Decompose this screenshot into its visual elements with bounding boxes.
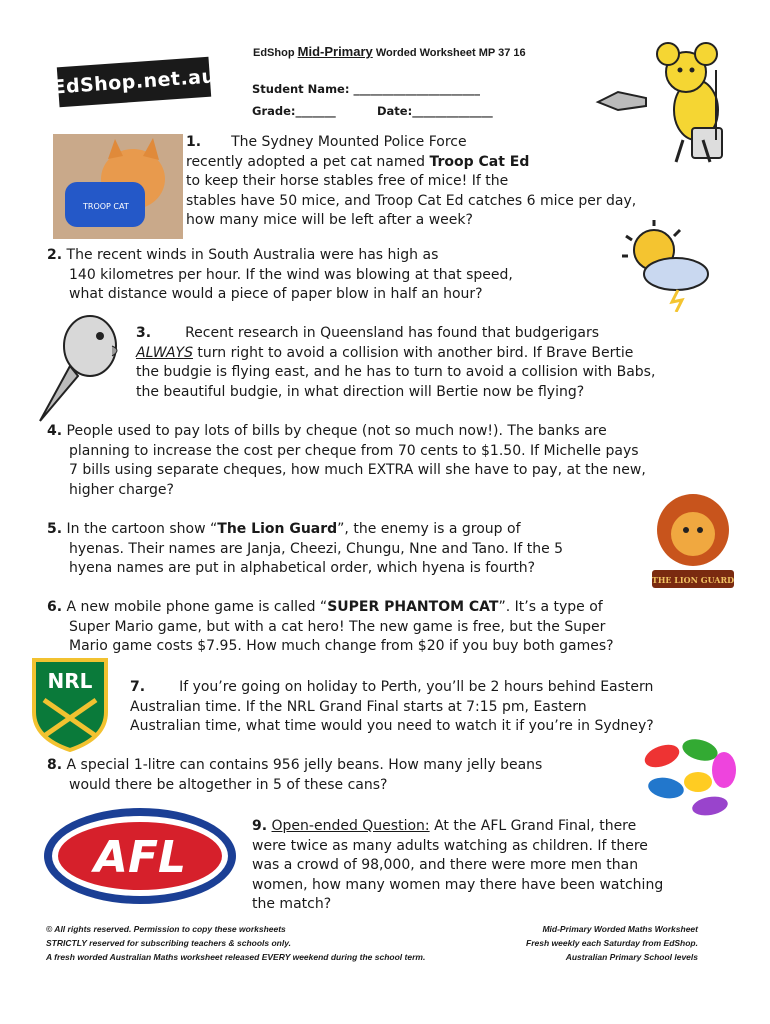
budgie-illustration [30,306,130,426]
question-5: 5. In the cartoon show “The Lion Guard”, the enemy is a group of hyenas. Their names are Janja, Cheezi, Chungu, Nne and Tano. If the 5 hyena names are put in alphabetical order, which hyena is fourth? [47,521,564,576]
jelly-beans-illustration [640,736,740,818]
question-4: 4. People used to pay lots of bills by cheque (not so much now!). The banks are planning to increase the cost per cheque from 70 cents to $1.50. If Michelle pays 7 bills using separate cheques, how much EXTRA will she have to pay, at the new, higher charge? [47,423,646,498]
troop-cat-photo [53,134,183,239]
weather-storm-icon [614,216,718,312]
date-field: Date:______________ [377,104,493,118]
question-3: 3. Recent research in Queensland has found that budgerigars ALWAYS turn right to avoid a collision with another bird. If Brave Bertie the budgie is flying east, and he has to turn to avoid a collision with Babs, the beautiful budgie, in what direction will Bertie now be flying? [136,325,656,400]
question-2: 2. The recent winds in South Australia were has high as 140 kilometres per hour. If the wind was blowing at that speed, what distance would a piece of paper blow in half an hour? [47,247,513,302]
footer-right: Mid-Primary Worded Maths Worksheet Fresh weekly each Saturday from EdShop. Australian Primary School levels [526,924,698,962]
afl-logo [40,804,240,908]
nrl-logo [30,656,110,752]
brand-text: EdShop [253,47,295,59]
question-1: 1. The Sydney Mounted Police Force recently adopted a pet cat named Troop Cat Ed to keep their horse stables free of mice! If the stables have 50 mice, and Troop Cat Ed catches 6 mice per day, how many mice will be left after a week? [186,134,637,228]
svg-text:TROOP CAT: TROOP CAT [83,202,129,211]
footer-left: © All rights reserved. Permission to copy these worksheets STRICTLY reserved for subscribing teachers & schools only. A fresh worded Australian Maths worksheet released EVERY weekend during the school term. [46,924,426,962]
worksheet-title [253,44,526,59]
question-7: 7. If you’re going on holiday to Perth, you’ll be 2 hours behind Eastern Australian time. If the NRL Grand Final starts at 7:15 pm, Eastern Australian time, what time would you need to watch it if you’re in Sydney? [130,679,654,734]
level-text: Mid-Primary [297,44,373,59]
svg-text:NRL: NRL [47,669,93,693]
question-9: 9. Open-ended Question: At the AFL Grand Final, there were twice as many adults watching as children. If there was a crowd of 98,000, and there were more men than women, how many women may there have been watching the match? [252,818,664,912]
lion-guard-logo [648,490,738,594]
student-name-field: Student Name: ______________________ [252,82,480,96]
question-8: 8. A special 1-litre can contains 956 jelly beans. How many jelly beans would there be altogether in 5 of these cans? [47,757,543,793]
edshop-logo: EdShop.net.au [57,57,211,108]
grade-field: Grade:_______ [252,104,336,118]
svg-text:THE LION GUARD: THE LION GUARD [651,575,735,585]
worksheet-code: Worded Worksheet MP 37 16 [375,47,526,59]
question-6: 6. A new mobile phone game is called “SUPER PHANTOM CAT”. It’s a type of Super Mario game, but with a cat hero! The new game is free, but the Super Mario game costs $7.95. How much change from $20 if you buy both games? [47,599,614,654]
svg-text:AFL: AFL [93,832,187,883]
